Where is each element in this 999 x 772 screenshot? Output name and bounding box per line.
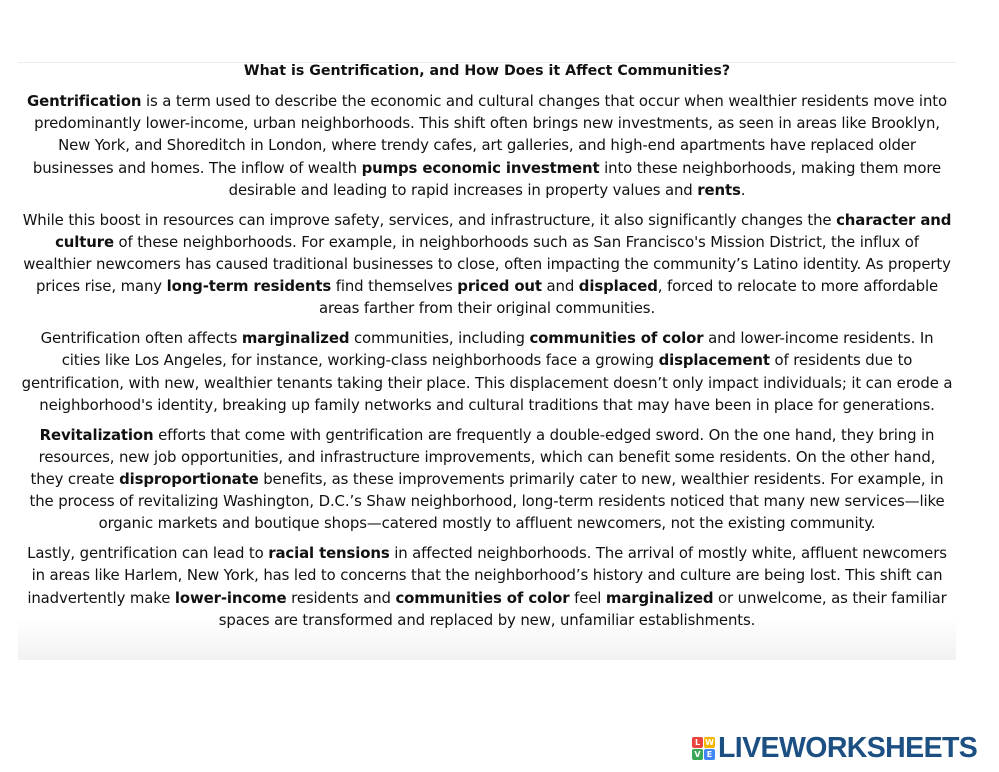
text-run: . — [740, 180, 746, 199]
bold-term: marginalized — [605, 588, 714, 607]
text-run: in affected neighborhoods. The arrival of mostly white, affluent newcomers in areas like Harlem, New York, has led to concerns that the neighborhood’s history and culture are being lost. This shift can inadvertently make — [27, 544, 947, 607]
text-run: into these neighborhoods, making them more desirable and leading to rapid increases in property values and — [228, 158, 942, 199]
bold-term: long-term residents — [166, 277, 332, 296]
text-run: communities, including — [349, 329, 530, 348]
article-body — [18, 90, 956, 631]
bold-term: priced out — [457, 277, 542, 296]
bold-term: displaced — [578, 277, 658, 296]
liveworksheets-logo[interactable] — [692, 733, 977, 763]
text-run: and — [541, 277, 579, 296]
bold-term: Gentrification — [27, 92, 142, 110]
bold-term: displacement — [658, 351, 770, 370]
text-run: find themselves — [331, 277, 458, 296]
logo-mark-tile: L — [692, 737, 703, 748]
text-run: of these neighborhoods. For example, in neighborhoods such as San Francisco's Mission District, the influx of wealthier newcomers has caused traditional businesses to close, often impacting the community’s Latino identity. As property prices rise, many — [23, 232, 951, 296]
bold-term: rents — [697, 180, 741, 199]
text-run: Lastly, gentrification can lead to — [27, 544, 269, 563]
text-run: While this boost in resources can improve safety, services, and infrastructure, it also significantly changes the — [22, 210, 837, 229]
bold-term: communities of color — [529, 329, 704, 348]
text-run: or unwelcome, as their familiar spaces are transformed and replaced by new, unfamiliar establishments. — [218, 588, 947, 629]
text-run: efforts that come with gentrification are frequently a double-edged sword. On the one hand, they bring in resources, new job opportunities, and infrastructure improvements, which can benefit some residents. On the other hand, they create — [30, 425, 936, 489]
bold-term: racial tensions — [268, 544, 390, 563]
text-run: , forced to relocate to more affordable areas farther from their original communities. — [318, 277, 939, 318]
text-run: is a term used to describe the economic and cultural changes that occur when wealthier residents move into predominantly lower-income, urban neighborhoods. This shift often brings new investments, as seen in areas like Brooklyn, New York, and Shoreditch in London, where trendy cafes, art galleries, and high-end apartments have replaced older businesses and homes. The inflow of wealth — [32, 92, 947, 177]
text-run: feel — [569, 588, 606, 607]
paragraph-3 — [18, 327, 956, 416]
bold-term: communities of color — [395, 588, 570, 607]
text-run: Gentrification often affects — [40, 329, 242, 348]
text-run: of residents due to gentrification, with new, wealthier tenants taking their place. This displacement doesn’t only impact individuals; it can erode a neighborhood's identity, breaking up family networks and cultural traditions that may have been in place for generations. — [21, 351, 953, 414]
paragraph-5 — [18, 542, 956, 631]
text-run: residents and — [286, 588, 396, 607]
text-run: and lower-income residents. In cities like Los Angeles, for instance, working-class neighborhoods face a growing — [61, 329, 934, 370]
bold-term: disproportionate — [119, 470, 259, 489]
bold-term: character and culture — [55, 210, 952, 251]
logo-mark-tile: E — [704, 749, 715, 760]
paragraph-4 — [18, 424, 956, 535]
bold-term: Revitalization — [39, 425, 154, 444]
logo-wordmark: LIVEWORKSHEETS — [718, 732, 978, 764]
logo-mark-tile: W — [705, 737, 714, 747]
bold-term: lower-income — [174, 588, 287, 607]
text-run: benefits, as these improvements primarily cater to new, wealthier residents. For example, in the process of revitalizing Washington, D.C.’s Shaw neighborhood, long-term residents noticed that many new services—like organic markets and boutique shops—catered mostly to affluent newcomers, not the existing community. — [29, 470, 945, 533]
paragraph-2 — [18, 209, 956, 320]
logo-mark-tile: V — [692, 749, 703, 760]
bold-term: marginalized — [241, 329, 350, 348]
worksheet-page — [18, 62, 956, 660]
bold-term: pumps economic investment — [361, 158, 600, 177]
liveworksheets-logo-icon — [692, 737, 715, 760]
article-title: What is Gentrification, and How Does it Affect Communities? — [243, 63, 731, 79]
paragraph-1 — [18, 90, 956, 201]
